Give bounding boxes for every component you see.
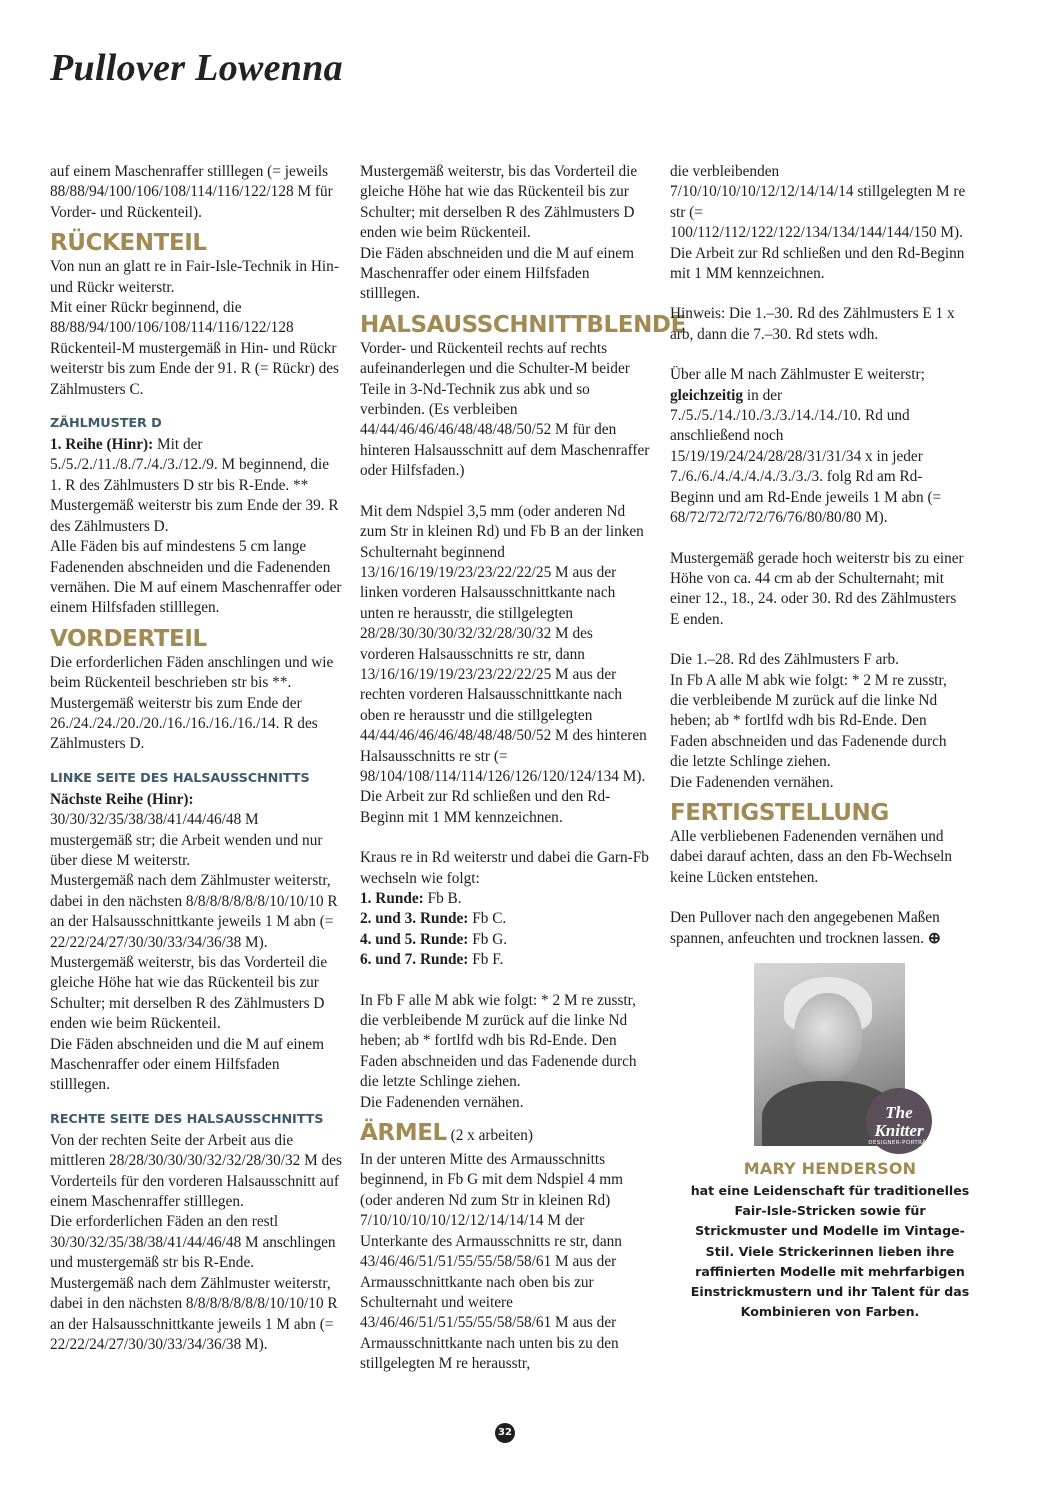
- paragraph: Von nun an glatt re in Fair-Isle-Technik in Hin- und Rückr weiterstr.: [50, 258, 339, 296]
- paragraph: [670, 908, 966, 949]
- section-heading-rueckenteil: RÜCKENTEIL: [50, 230, 207, 257]
- paragraph: Kraus re in Rd weiterstr und dabei die Garn-Fb wechseln wie folgt:: [360, 849, 649, 887]
- page-number: 32: [495, 1423, 515, 1443]
- paragraph: Mustergemäß nach dem Zählmuster weiterstr, dabei in den nächsten 8/8/8/8/8/8/8/10/10/10 R an der Halsausschnittkante jeweils 1 M abn (= 22/22/24/27/30/30/33/34/36/38 M).: [50, 872, 338, 951]
- section-heading-aermel: [360, 1120, 650, 1149]
- row-label: 1. Reihe (Hinr):: [50, 436, 154, 454]
- column-2: [360, 162, 686, 1375]
- designer-badge: [866, 1088, 932, 1154]
- aermel-title: ÄRMEL: [360, 1120, 447, 1147]
- column-1: [50, 162, 342, 1355]
- paragraph: Mustergemäß weiterstr bis zum Ende der 26./24./24./20./20./16./16./16./16./14. R des Zählmusters D.: [50, 694, 318, 753]
- paragraph: Vorder- und Rückenteil rechts auf rechts aufeinanderlegen und die Schulter-M beider Teile in 3-Nd-Technik zus abk und so verbinden. (Es verbleiben 44/44/46/46/46/48/48/48/50/52 M für den hinteren Halsausschnitt auf dem Maschenraffer oder Hilfsfaden.): [360, 339, 650, 480]
- section-heading-halsausschnittblende: HALSAUSSCHNITTBLENDE: [360, 311, 686, 338]
- designer-bio: hat eine Leidenschaft für traditionelles Fair-Isle-Stricken sowie für Strickmuster und Modelle im Vintage-Stil. Viele Strickerinnen lieben ihre raffinierten Modelle mit mehrfarbigen Einstrickmustern und ihr Talent für das Kombinieren von Farben.: [690, 1183, 970, 1320]
- paragraph: Mustergemäß weiterstr bis zum Ende der 39. R des Zählmusters D.: [50, 497, 339, 535]
- badge-caption: DESIGNER-PORTRÄT: [868, 1140, 930, 1146]
- subheading-zaehlmuster-d: ZÄHLMUSTER D: [50, 416, 162, 432]
- designer-name: MARY HENDERSON: [743, 1159, 917, 1178]
- paragraph: Die Arbeit zur Rd schließen und den Rd-Beginn mit 1 MM kennzeichnen.: [360, 788, 611, 826]
- paragraph: [670, 365, 966, 528]
- row-text: Mit der 5./5./2./11./8./7./4./3./12./9. M beginnend, die 1. R des Zählmusters D str bis R-Ende. **: [50, 436, 330, 494]
- paragraph: Die Fäden abschneiden und die M auf einem Maschenraffer oder einem Hilfsfaden stilllegen.: [50, 1035, 324, 1094]
- paragraph: auf einem Maschenraffer stilllegen (= jeweils 88/88/94/100/106/108/114/116/122/128 M für Vorder- und Rückenteil).: [50, 163, 333, 221]
- paragraph: Die 1.–28. Rd des Zählmusters F arb.: [670, 651, 899, 669]
- paragraph: Die Fadenenden vernähen.: [670, 773, 834, 791]
- paragraph: Die Fadenenden vernähen.: [360, 1093, 524, 1111]
- paragraph: Mustergemäß nach dem Zählmuster weiterstr, dabei in den nächsten 8/8/8/8/8/8/8/10/10/10 R an der Halsausschnittkante jeweils 1 M abn (= 22/22/24/27/30/30/33/34/36/38 M).: [50, 1274, 338, 1353]
- paragraph: Mit einer Rückr beginnend, die 88/88/94/100/106/108/114/116/122/128 Rückenteil-M mustergemäß in Hin- und Rückr weiterstr bis zum Ende der 91. R (= Rückr) des Zählmusters C.: [50, 299, 339, 398]
- paragraph: Mustergemäß gerade hoch weiterstr bis zu einer Höhe von ca. 44 cm ab der Schulternaht; mit einer 12., 18., 24. oder 30. Rd des Zählmusters E enden.: [670, 549, 964, 628]
- round-label: 2. und 3. Runde:: [360, 910, 469, 928]
- paragraph: [50, 435, 342, 496]
- round-label: 6. und 7. Runde:: [360, 951, 469, 969]
- paragraph: Mit dem Ndspiel 3,5 mm (oder anderen Nd zum Str in kleinen Rd) und Fb B an der linken Schulternaht beginnend 13/16/16/19/19/23/23/22/22/25 M aus der linken vorderen Halsausschnittkante nach unten re herausstr, die stillgelegten 28/28/30/30/30/32/32/28/30/32 M des vorderen Halsausschnitts re str, dann 13/16/16/19/19/23/23/22/22/25 M aus der rechten vorderen Halsausschnittkante nach oben re herausstr und die stillgelegten 44/44/46/46/46/48/48/48/50/52 M des hinteren Halsausschnitts re str (= 98/104/108/114/114/126/126/120/124/134 M).: [360, 502, 647, 785]
- column-3: [670, 162, 966, 949]
- round-item: [360, 950, 650, 970]
- page-title: Pullover Lowenna: [50, 47, 343, 89]
- paragraph: Die erforderlichen Fäden anschlingen und wie beim Rückenteil beschrieben str bis **.: [50, 653, 334, 692]
- paragraph: Hinweis: Die 1.–30. Rd des Zählmusters E 1 x arb, dann die 7.–30. Rd stets wdh.: [670, 305, 955, 343]
- section-heading-fertigstellung: FERTIGSTELLUNG: [670, 799, 889, 826]
- end-mark-icon: ⊕: [927, 929, 941, 947]
- paragraph: In Fb A alle M abk wie folgt: * 2 M re zusstr, die verbleibende M zurück auf die linke Nd heben; ab * fortlfd wdh bis Rd-Ende. Den Faden abschneiden und das Fadenende durch die letzte Schlinge ziehen.: [670, 671, 947, 771]
- emphasis: gleichzeitig: [670, 386, 744, 404]
- round-item: [360, 930, 650, 950]
- paragraph: Von der rechten Seite der Arbeit aus die mittleren 28/28/30/30/30/32/32/28/30/32 M des Vorderteils für den vorderen Halsausschnitt auf einem Maschenraffer stilllegen.: [50, 1131, 342, 1211]
- badge-logo: The Knitter: [874, 1103, 924, 1140]
- paragraph: [50, 790, 342, 872]
- paragraph: Die Fäden abschneiden und die M auf einem Maschenraffer oder einem Hilfsfaden stilllegen.: [360, 244, 634, 303]
- round-label: 4. und 5. Runde:: [360, 930, 469, 948]
- paragraph: Alle verbliebenen Fadenenden vernähen und dabei darauf achten, dass an den Fb-Wechseln keine Lücken entstehen.: [670, 827, 953, 886]
- round-text: Fb G.: [468, 930, 508, 948]
- paragraph: die verbleibenden 7/10/10/10/10/12/12/14/14/14 stillgelegten M re str (= 100/112/112/122/122/134/134/144/144/150 M).: [670, 163, 966, 242]
- round-text: Fb B.: [423, 890, 462, 907]
- text: Den Pullover nach den angegebenen Maßen spannen, anfeuchten und trocknen lassen.: [670, 909, 940, 947]
- round-label: 1. Runde:: [360, 890, 424, 907]
- section-heading-vorderteil: VORDERTEIL: [50, 625, 207, 652]
- round-item: [360, 889, 650, 909]
- round-text: Fb C.: [468, 910, 507, 928]
- subheading-rechte-seite: RECHTE SEITE DES HALSAUSSCHNITTS: [50, 1111, 324, 1127]
- round-text: Fb F.: [468, 951, 504, 969]
- paragraph: Die Arbeit zur Rd schließen und den Rd-Beginn mit 1 MM kennzeichnen.: [670, 244, 965, 283]
- row-label: Nächste Reihe (Hinr):: [50, 790, 194, 808]
- aermel-note: (2 x arbeiten): [446, 1127, 533, 1145]
- round-item: [360, 909, 650, 929]
- paragraph: Die erforderlichen Fäden an den restl 30/30/32/35/38/38/41/44/46/48 M anschlingen und mustergemäß str bis R-Ende.: [50, 1213, 336, 1272]
- subheading-linke-seite: LINKE SEITE DES HALSAUSSCHNITTS: [50, 770, 310, 786]
- paragraph: In der unteren Mitte des Armausschnitts beginnend, in Fb G mit dem Ndspiel 4 mm (oder anderen Nd zum Str in kleinen Rd) 7/10/10/10/10/12/12/14/14/14 M der Unterkante des Armausschnitts re str, dann 43/46/46/51/51/55/55/58/58/61 M aus der Armausschnittkante nach oben bis zur Schulternaht und weitere 43/46/46/51/51/55/55/58/58/61 M aus der Armausschnittkante nach unten bis zu den stillgelegten M re herausstr,: [360, 1151, 624, 1373]
- paragraph: Alle Fäden bis auf mindestens 5 cm lange Fadenenden abschneiden und die Fadenenden vernähen. Die M auf einem Maschenraffer oder einem Hilfsfaden stilllegen.: [50, 538, 342, 617]
- paragraph: Mustergemäß weiterstr, bis das Vorderteil die gleiche Höhe hat wie das Rückenteil bis zur Schulter; mit derselben R des Zählmusters D enden wie beim Rückenteil.: [50, 954, 328, 1033]
- paragraph: Mustergemäß weiterstr, bis das Vorderteil die gleiche Höhe hat wie das Rückenteil bis zur Schulter; mit derselben R des Zählmusters D enden wie beim Rückenteil.: [360, 163, 638, 242]
- text: in der 7./5./5./14./10./3./3./14./14./10. Rd und anschließend noch 15/19/19/24/24/28/28/31/31/34 x in jeder 7./6./6./4./4./4./4./3./3./3. folg Rd am Rd-Beginn und am Rd-Ende jeweils 1 M abn (= 68/72/72/72/72/76/76/80/80/80 M).: [670, 386, 942, 527]
- row-text: 30/30/32/35/38/38/41/44/46/48 M mustergemäß str; die Arbeit wenden und nur über diese M weiterstr.: [50, 811, 323, 869]
- text: Über alle M nach Zählmuster E weiterstr;: [670, 366, 925, 384]
- paragraph: In Fb F alle M abk wie folgt: * 2 M re zusstr, die verbleibende M zurück auf die linke Nd heben; ab * fortlfd wdh bis Rd-Ende. Den Faden abschneiden und das Fadenende durch die letzte Schlinge ziehen.: [360, 991, 637, 1091]
